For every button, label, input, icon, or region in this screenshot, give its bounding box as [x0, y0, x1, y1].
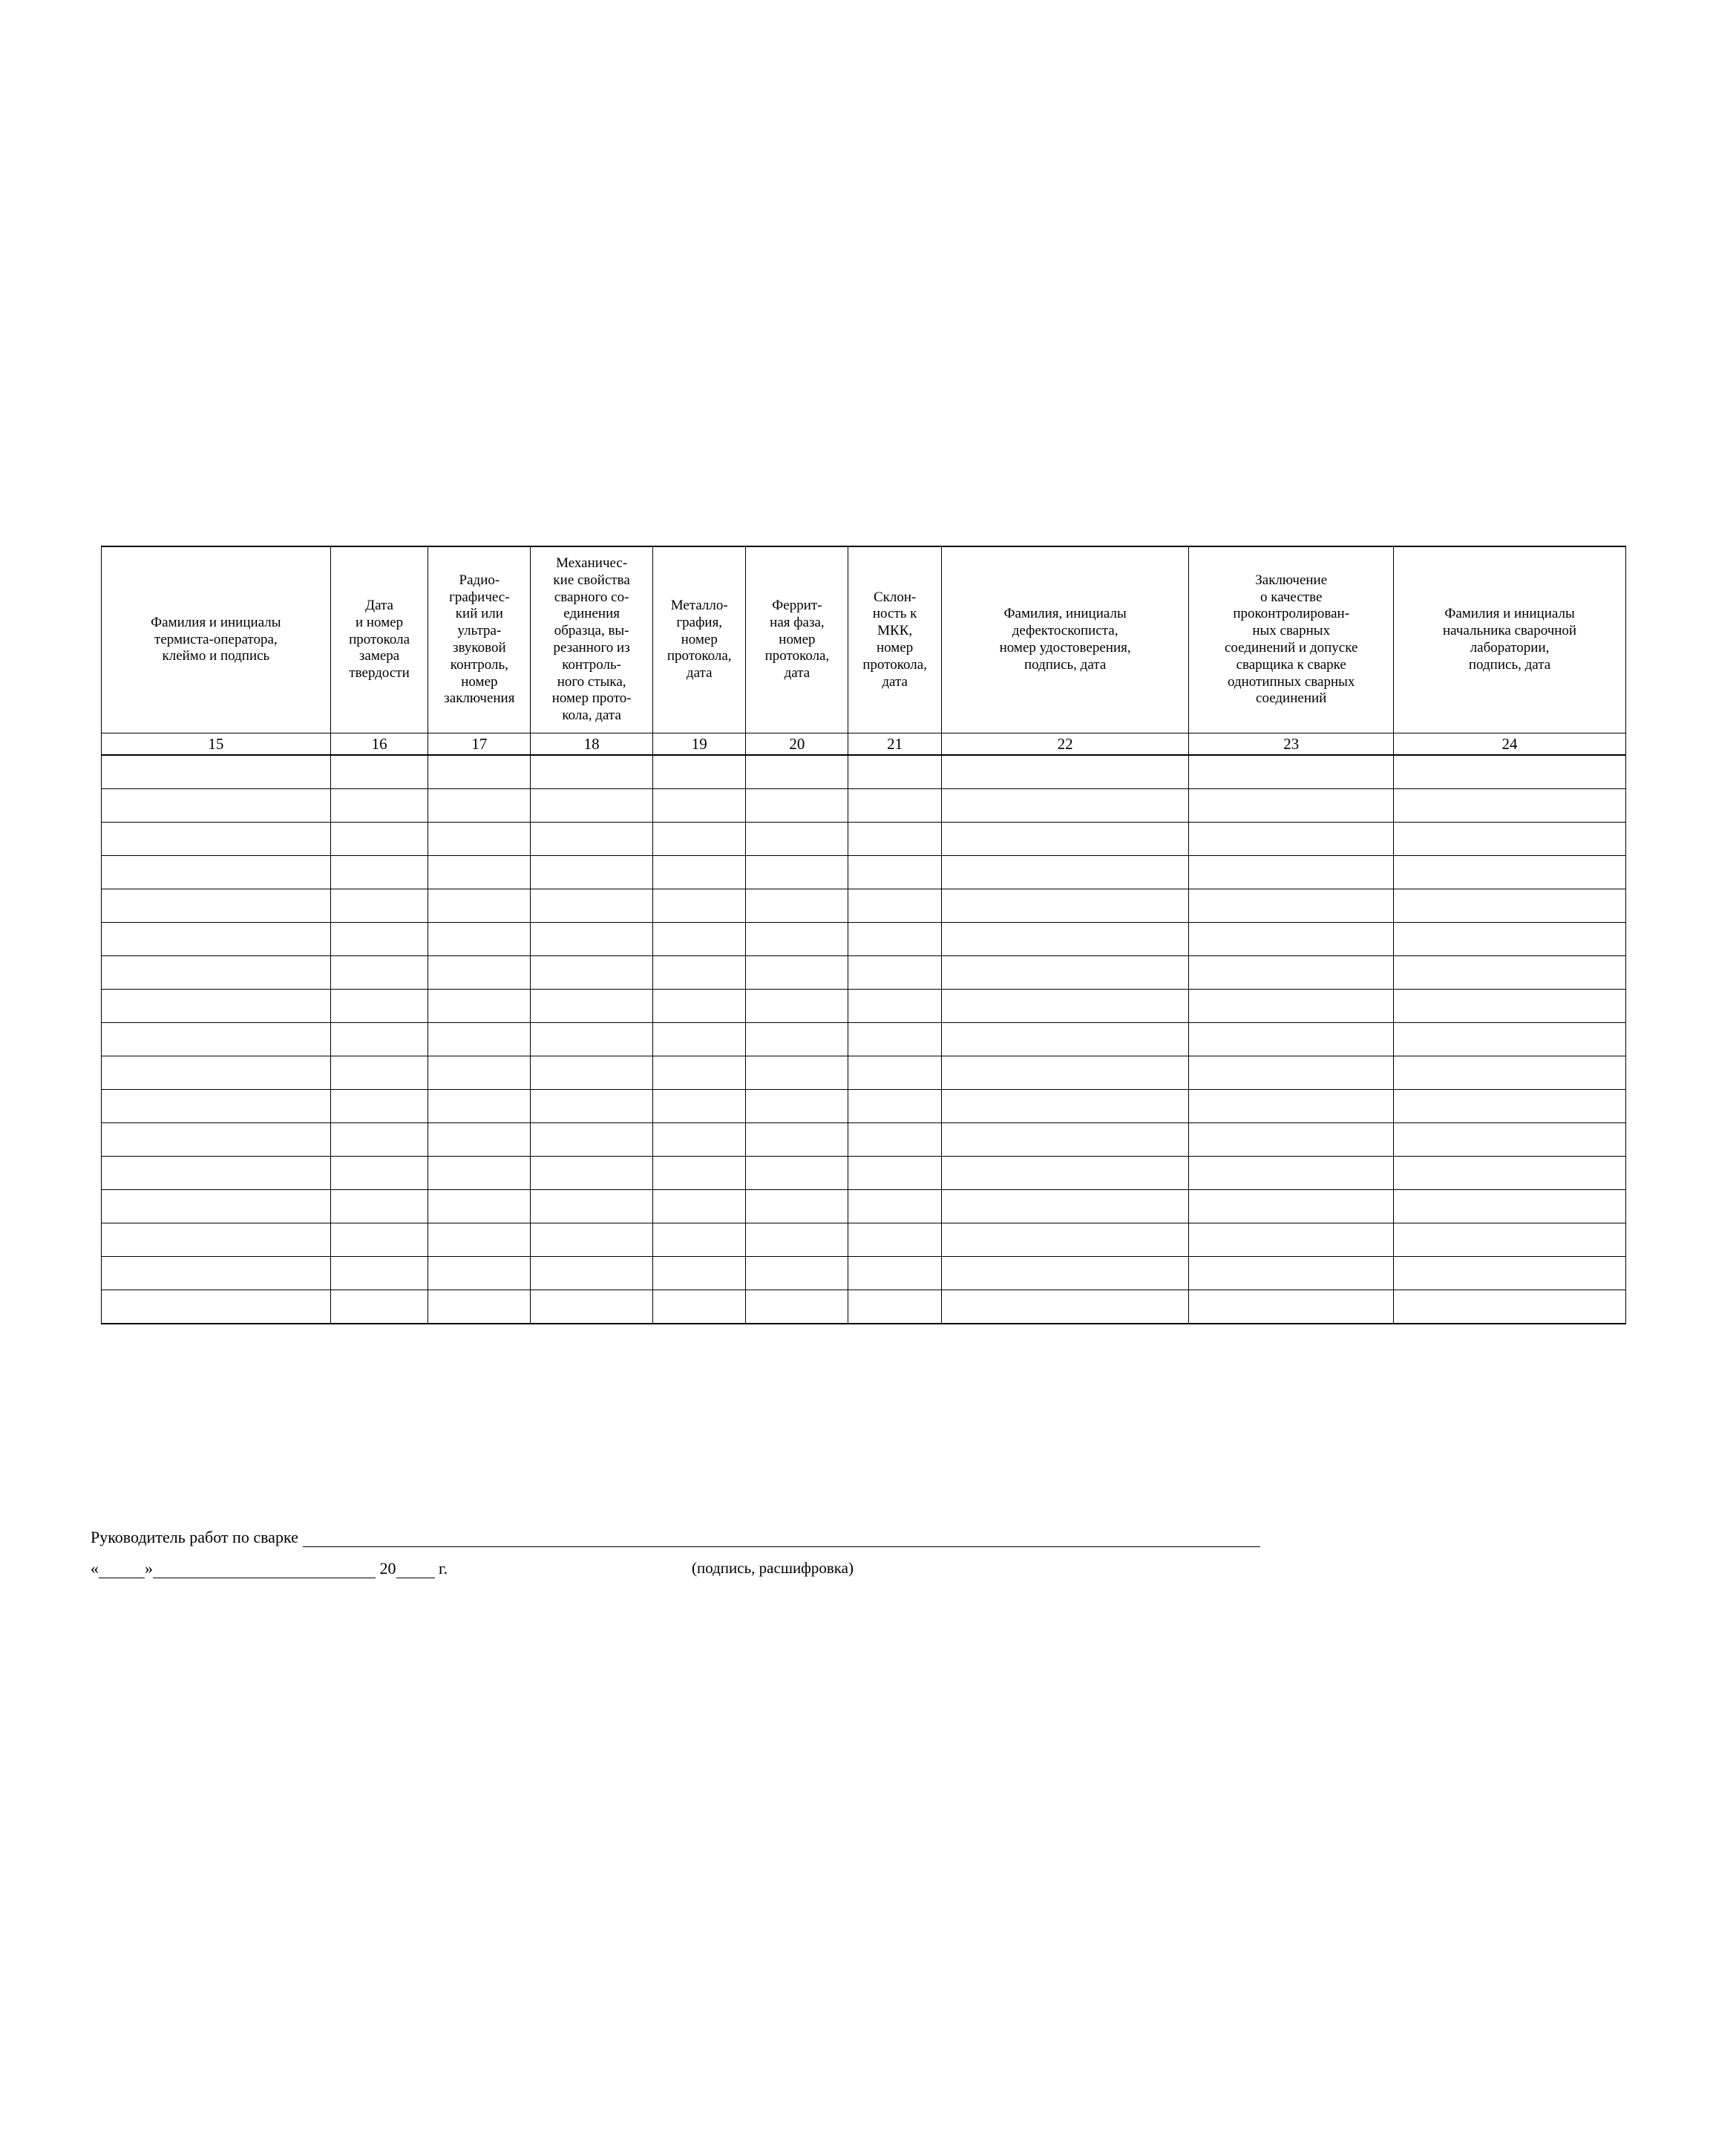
year-field[interactable]: [396, 1564, 435, 1578]
table-cell[interactable]: [1394, 789, 1626, 823]
table-cell[interactable]: [1189, 1290, 1394, 1324]
table-cell[interactable]: [746, 1056, 848, 1090]
header-line: номер: [461, 673, 498, 690]
table-cell[interactable]: [1189, 856, 1394, 889]
table-cell[interactable]: [1189, 1190, 1394, 1223]
table-row[interactable]: [102, 923, 1626, 956]
table-cell[interactable]: [428, 889, 531, 923]
table-cell[interactable]: [102, 923, 331, 956]
table-cell[interactable]: [428, 990, 531, 1023]
table-cell[interactable]: [1394, 755, 1626, 789]
header-line: номер: [877, 640, 914, 656]
table-cell[interactable]: [652, 1257, 746, 1290]
signature-hint: (подпись, расшифровка): [692, 1559, 854, 1577]
table-cell[interactable]: [1189, 956, 1394, 990]
table-cell[interactable]: [941, 956, 1188, 990]
header-line: подпись, дата: [1468, 656, 1551, 673]
table-cell[interactable]: [848, 1056, 942, 1090]
table-cell[interactable]: [428, 1090, 531, 1123]
day-field[interactable]: [99, 1564, 145, 1578]
header-line: клеймо и подпись: [162, 648, 270, 664]
table-cell[interactable]: [652, 1090, 746, 1123]
table-cell[interactable]: [330, 1023, 428, 1056]
header-line: ность к: [872, 606, 917, 622]
column-number: 19: [652, 733, 746, 756]
table-cell[interactable]: [102, 990, 331, 1023]
table-cell[interactable]: [1394, 1223, 1626, 1257]
table-row[interactable]: [102, 1190, 1626, 1223]
table-cell[interactable]: [531, 1056, 653, 1090]
header-line: единения: [563, 606, 620, 622]
table-cell[interactable]: [1189, 923, 1394, 956]
table-cell[interactable]: [428, 1123, 531, 1157]
table-row[interactable]: [102, 1157, 1626, 1190]
table-cell[interactable]: [941, 1223, 1188, 1257]
header-line: ная фаза,: [770, 614, 825, 630]
table-cell[interactable]: [102, 1223, 331, 1257]
table-cell[interactable]: [428, 1257, 531, 1290]
table-cell[interactable]: [652, 1157, 746, 1190]
table-cell[interactable]: [102, 1157, 331, 1190]
table-cell[interactable]: [848, 856, 942, 889]
table-cell[interactable]: [531, 755, 653, 789]
table-cell[interactable]: [746, 755, 848, 789]
table-cell[interactable]: [652, 1023, 746, 1056]
table-cell[interactable]: [848, 1123, 942, 1157]
table-row[interactable]: [102, 789, 1626, 823]
table-cell[interactable]: [1394, 923, 1626, 956]
header-line: Механичес-: [556, 555, 628, 572]
table-row[interactable]: [102, 956, 1626, 990]
table-row[interactable]: [102, 1023, 1626, 1056]
table-cell[interactable]: [746, 923, 848, 956]
column-number: 21: [848, 733, 942, 756]
table-cell[interactable]: [941, 1123, 1188, 1157]
table-cell[interactable]: [428, 956, 531, 990]
header-cell-18: [531, 546, 653, 733]
table-cell[interactable]: [941, 923, 1188, 956]
table-cell[interactable]: [941, 889, 1188, 923]
table-cell[interactable]: [531, 823, 653, 856]
table-cell[interactable]: [652, 1056, 746, 1090]
table-cell[interactable]: [848, 956, 942, 990]
table-cell[interactable]: [652, 990, 746, 1023]
header-line: Дата: [365, 598, 393, 613]
table-cell[interactable]: [330, 789, 428, 823]
table-cell[interactable]: [1394, 823, 1626, 856]
table-row[interactable]: [102, 889, 1626, 923]
signature-rule[interactable]: [303, 1532, 1260, 1547]
table-cell[interactable]: [941, 1056, 1188, 1090]
table-cell[interactable]: [330, 889, 428, 923]
table-cell[interactable]: [941, 755, 1188, 789]
table-cell[interactable]: [102, 789, 331, 823]
table-cell[interactable]: [102, 1190, 331, 1223]
table-cell[interactable]: [1189, 789, 1394, 823]
header-line: лаборатории,: [1470, 640, 1550, 656]
header-line: образца, вы-: [554, 623, 629, 639]
column-number: 24: [1394, 733, 1626, 756]
document-footer: [91, 1528, 1642, 1584]
table-header-row: [102, 546, 1626, 733]
header-line: соединений и допуске: [1224, 640, 1358, 656]
table-cell[interactable]: [1189, 1056, 1394, 1090]
table-cell[interactable]: [102, 1090, 331, 1123]
header-line: протокола,: [862, 656, 927, 673]
table-cell[interactable]: [652, 1190, 746, 1223]
table-cell[interactable]: [1394, 1257, 1626, 1290]
table-cell[interactable]: [102, 889, 331, 923]
header-line: замера: [358, 648, 400, 664]
header-line: начальника сварочной: [1443, 623, 1577, 639]
header-cell-21: [848, 546, 942, 733]
table-cell[interactable]: [746, 789, 848, 823]
table-cell[interactable]: [1189, 889, 1394, 923]
table-cell[interactable]: [1189, 823, 1394, 856]
header-cell-24: [1394, 546, 1626, 733]
table-row[interactable]: [102, 1056, 1626, 1090]
table-cell[interactable]: [1189, 1257, 1394, 1290]
table-cell[interactable]: [1189, 990, 1394, 1023]
table-cell[interactable]: [330, 923, 428, 956]
table-cell[interactable]: [941, 1090, 1188, 1123]
table-cell[interactable]: [652, 923, 746, 956]
table-cell[interactable]: [102, 1056, 331, 1090]
journal-table: [101, 546, 1626, 1324]
table-cell[interactable]: [102, 1023, 331, 1056]
column-number: 20: [746, 733, 848, 756]
table-cell[interactable]: [746, 1190, 848, 1223]
table-cell[interactable]: [746, 1223, 848, 1257]
header-line: однотипных сварных: [1228, 673, 1355, 690]
table-cell[interactable]: [102, 956, 331, 990]
table-cell[interactable]: [848, 823, 942, 856]
header-line: ного стыка,: [557, 673, 626, 690]
header-line: кий или: [455, 606, 503, 622]
header-cell-17: [428, 546, 531, 733]
header-cell-16: [330, 546, 428, 733]
column-number: 16: [330, 733, 428, 756]
supervisor-signature-line: [91, 1528, 1642, 1552]
header-line: о качестве: [1260, 589, 1323, 605]
table-cell[interactable]: [652, 889, 746, 923]
table-cell[interactable]: [330, 1190, 428, 1223]
table-cell[interactable]: [848, 789, 942, 823]
table-cell[interactable]: [428, 823, 531, 856]
header-line: дата: [686, 665, 713, 682]
table-cell[interactable]: [330, 1090, 428, 1123]
header-line: Фамилия, инициалы: [1003, 606, 1127, 622]
table-cell[interactable]: [848, 1157, 942, 1190]
journal-table-wrapper: [101, 546, 1626, 1324]
table-cell[interactable]: [1394, 956, 1626, 990]
table-cell[interactable]: [746, 990, 848, 1023]
header-line: кола, дата: [562, 707, 621, 724]
table-cell[interactable]: [652, 956, 746, 990]
table-cell[interactable]: [531, 990, 653, 1023]
table-cell[interactable]: [746, 889, 848, 923]
table-cell[interactable]: [652, 823, 746, 856]
header-line: протокола,: [764, 648, 830, 664]
table-cell[interactable]: [652, 1123, 746, 1157]
table-cell[interactable]: [848, 1257, 942, 1290]
table-cell[interactable]: [428, 1023, 531, 1056]
table-cell[interactable]: [330, 1056, 428, 1090]
header-cell-22: [941, 546, 1188, 733]
header-line: номер: [681, 631, 718, 647]
table-cell[interactable]: [746, 823, 848, 856]
header-line: термиста-оператора,: [154, 631, 278, 647]
table-cell[interactable]: [848, 990, 942, 1023]
table-cell[interactable]: [848, 923, 942, 956]
table-cell[interactable]: [330, 755, 428, 789]
header-line: сварщика к сварке: [1236, 656, 1346, 673]
table-cell[interactable]: [330, 956, 428, 990]
table-body: [102, 755, 1626, 1324]
header-line: подпись, дата: [1023, 656, 1107, 673]
table-cell[interactable]: [1394, 1190, 1626, 1223]
table-cell[interactable]: [1394, 1023, 1626, 1056]
year-suffix: г.: [439, 1559, 448, 1578]
table-cell[interactable]: [531, 1223, 653, 1257]
header-line: твердости: [349, 665, 410, 682]
date-line: [91, 1559, 1642, 1584]
table-cell[interactable]: [531, 1290, 653, 1324]
table-cell[interactable]: [428, 923, 531, 956]
header-line: дата: [882, 673, 908, 690]
table-cell[interactable]: [652, 755, 746, 789]
table-cell[interactable]: [941, 1157, 1188, 1190]
table-cell[interactable]: [102, 823, 331, 856]
table-cell[interactable]: [848, 1290, 942, 1324]
table-row[interactable]: [102, 1223, 1626, 1257]
header-line: контроль,: [450, 656, 508, 673]
header-line: сварного со-: [554, 589, 629, 605]
header-line: контроль-: [562, 656, 621, 673]
header-line: звуковой: [453, 640, 506, 656]
table-cell[interactable]: [652, 789, 746, 823]
table-cell[interactable]: [652, 1290, 746, 1324]
header-line: проконтролирован-: [1233, 606, 1350, 622]
header-cell-15: [102, 546, 331, 733]
table-row[interactable]: [102, 990, 1626, 1023]
table-cell[interactable]: [746, 1290, 848, 1324]
header-line: соединений: [1256, 690, 1327, 707]
table-cell[interactable]: [746, 956, 848, 990]
column-number: 17: [428, 733, 531, 756]
table-cell[interactable]: [531, 1090, 653, 1123]
table-cell[interactable]: [330, 1157, 428, 1190]
table-cell[interactable]: [941, 856, 1188, 889]
table-cell[interactable]: [531, 1257, 653, 1290]
table-cell[interactable]: [848, 1090, 942, 1123]
table-cell[interactable]: [941, 1257, 1188, 1290]
header-line: кие свойства: [553, 572, 630, 588]
table-cell[interactable]: [428, 1056, 531, 1090]
table-cell[interactable]: [1189, 1090, 1394, 1123]
table-cell[interactable]: [746, 1023, 848, 1056]
table-cell[interactable]: [330, 856, 428, 889]
table-row[interactable]: [102, 755, 1626, 789]
table-row[interactable]: [102, 1257, 1626, 1290]
column-number: 18: [531, 733, 653, 756]
table-cell[interactable]: [1189, 1223, 1394, 1257]
table-cell[interactable]: [941, 789, 1188, 823]
table-cell[interactable]: [531, 1157, 653, 1190]
table-cell[interactable]: [102, 1290, 331, 1324]
table-row[interactable]: [102, 1123, 1626, 1157]
table-cell[interactable]: [428, 1157, 531, 1190]
table-cell[interactable]: [531, 1123, 653, 1157]
table-cell[interactable]: [1394, 889, 1626, 923]
table-cell[interactable]: [652, 856, 746, 889]
table-cell[interactable]: [941, 990, 1188, 1023]
table-cell[interactable]: [428, 789, 531, 823]
header-line: протокола: [349, 631, 410, 647]
header-line: протокола,: [666, 648, 732, 664]
table-cell[interactable]: [531, 1023, 653, 1056]
header-line: и номер: [355, 614, 404, 630]
table-cell[interactable]: [746, 1090, 848, 1123]
table-cell[interactable]: [330, 1223, 428, 1257]
column-number-row: [102, 733, 1626, 756]
header-line: номер прото-: [551, 690, 632, 707]
header-line: ных сварных: [1252, 623, 1331, 639]
table-cell[interactable]: [746, 856, 848, 889]
table-cell[interactable]: [746, 1257, 848, 1290]
table-cell[interactable]: [746, 1123, 848, 1157]
table-cell[interactable]: [531, 889, 653, 923]
table-cell[interactable]: [531, 789, 653, 823]
table-cell[interactable]: [848, 1023, 942, 1056]
table-cell[interactable]: [330, 1123, 428, 1157]
header-line: Склон-: [873, 589, 917, 605]
table-cell[interactable]: [428, 755, 531, 789]
table-cell[interactable]: [1394, 1290, 1626, 1324]
quote-open: «: [91, 1559, 99, 1578]
table-cell[interactable]: [531, 956, 653, 990]
table-cell[interactable]: [1394, 856, 1626, 889]
table-cell[interactable]: [941, 1290, 1188, 1324]
table-cell[interactable]: [102, 1257, 331, 1290]
table-row[interactable]: [102, 1090, 1626, 1123]
table-cell[interactable]: [428, 856, 531, 889]
header-line: Фамилия и инициалы: [1444, 606, 1575, 622]
header-line: ультра-: [457, 623, 502, 639]
header-line: Заключение: [1255, 572, 1328, 588]
header-line: номер удостоверения,: [999, 640, 1131, 656]
header-line: Металло-: [670, 598, 728, 613]
table-row[interactable]: [102, 823, 1626, 856]
table-row[interactable]: [102, 1290, 1626, 1324]
table-cell[interactable]: [1189, 1123, 1394, 1157]
column-number: 23: [1189, 733, 1394, 756]
table-cell[interactable]: [941, 823, 1188, 856]
supervisor-label: Руководитель работ по сварке: [91, 1528, 298, 1546]
table-cell[interactable]: [1394, 1123, 1626, 1157]
table-cell[interactable]: [102, 1123, 331, 1157]
table-cell[interactable]: [941, 1023, 1188, 1056]
table-cell[interactable]: [941, 1190, 1188, 1223]
table-cell[interactable]: [848, 1190, 942, 1223]
table-cell[interactable]: [531, 856, 653, 889]
table-row[interactable]: [102, 856, 1626, 889]
table-cell[interactable]: [1394, 1090, 1626, 1123]
header-line: Радио-: [459, 572, 500, 588]
header-line: МКК,: [877, 623, 913, 639]
header-cell-23: [1189, 546, 1394, 733]
table-cell[interactable]: [848, 755, 942, 789]
quote-close: »: [145, 1559, 153, 1578]
table-cell[interactable]: [1189, 1157, 1394, 1190]
header-line: графия,: [676, 614, 723, 630]
header-line: номер: [779, 631, 816, 647]
table-cell[interactable]: [102, 856, 331, 889]
column-number: 15: [102, 733, 331, 756]
table-cell[interactable]: [1189, 755, 1394, 789]
header-line: Фамилия и инициалы: [151, 614, 281, 630]
table-cell[interactable]: [1394, 1157, 1626, 1190]
year-prefix: 20: [379, 1559, 396, 1578]
header-line: Феррит-: [772, 598, 822, 613]
table-cell[interactable]: [330, 1257, 428, 1290]
table-cell[interactable]: [848, 1223, 942, 1257]
month-field[interactable]: [153, 1564, 376, 1578]
table-cell[interactable]: [102, 755, 331, 789]
table-cell[interactable]: [531, 923, 653, 956]
column-number: 22: [941, 733, 1188, 756]
table-cell[interactable]: [531, 1190, 653, 1223]
header-line: графичес-: [449, 589, 510, 605]
table-cell[interactable]: [1394, 990, 1626, 1023]
header-line: резанного из: [553, 640, 630, 656]
table-cell[interactable]: [428, 1190, 531, 1223]
header-cell-19: [652, 546, 746, 733]
header-line: дата: [784, 665, 810, 682]
table-cell[interactable]: [1189, 1023, 1394, 1056]
table-cell[interactable]: [330, 990, 428, 1023]
table-cell[interactable]: [428, 1290, 531, 1324]
table-cell[interactable]: [1394, 1056, 1626, 1090]
table-cell[interactable]: [428, 1223, 531, 1257]
table-cell[interactable]: [330, 1290, 428, 1324]
table-cell[interactable]: [746, 1157, 848, 1190]
table-cell[interactable]: [652, 1223, 746, 1257]
header-line: дефектоскописта,: [1012, 623, 1118, 639]
header-cell-20: [746, 546, 848, 733]
table-cell[interactable]: [330, 823, 428, 856]
header-line: заключения: [444, 690, 515, 707]
table-cell[interactable]: [848, 889, 942, 923]
